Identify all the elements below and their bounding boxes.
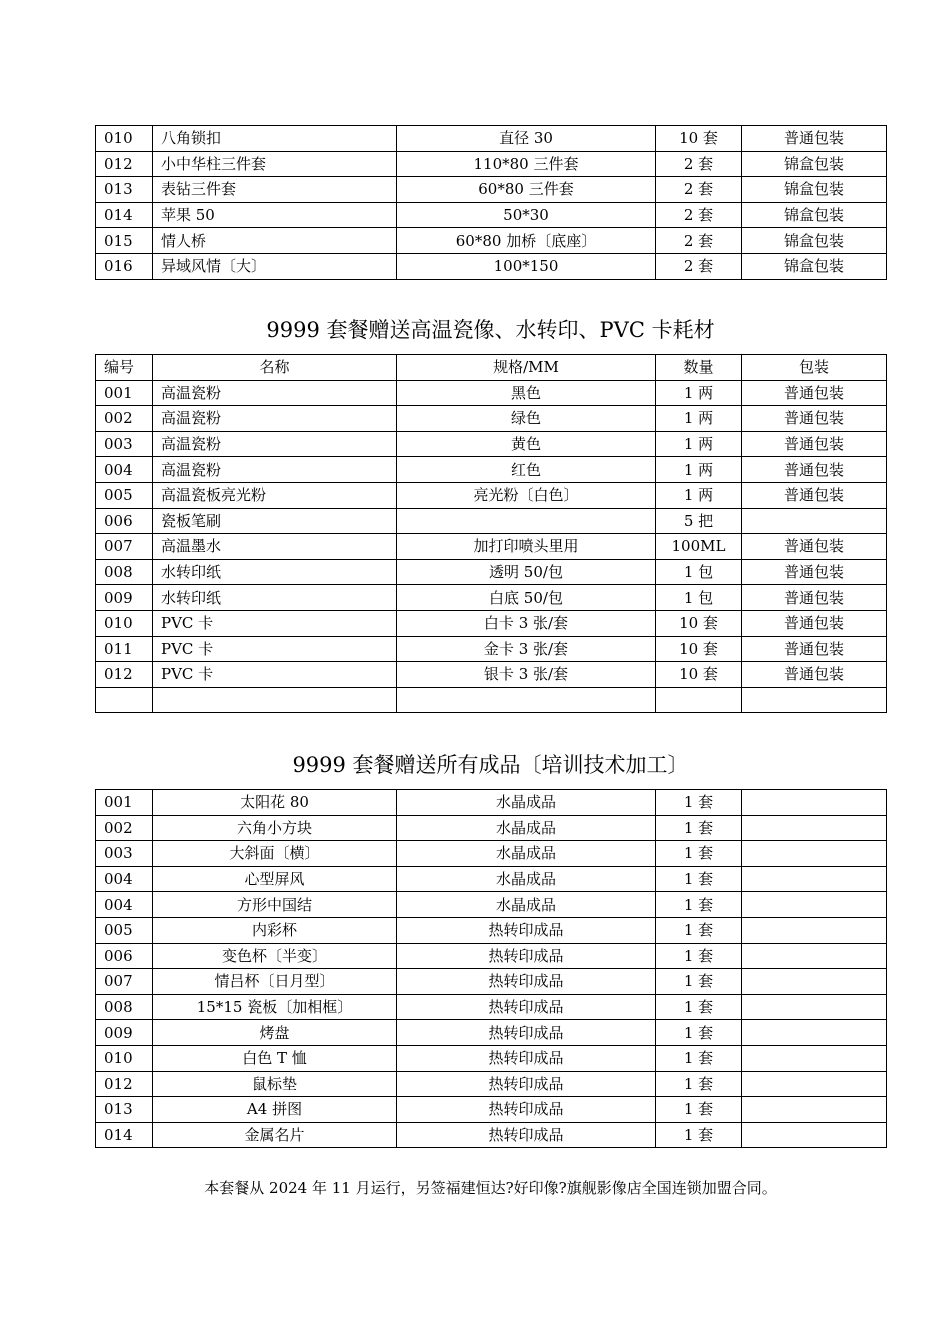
- cell-name: 变色杯〔半变〕: [153, 943, 397, 969]
- cell-name: 瓷板笔刷: [153, 508, 397, 534]
- table-finished-products: [95, 789, 887, 1148]
- cell-no: 007: [96, 969, 153, 995]
- cell-name: 高温瓷板亮光粉: [153, 482, 397, 508]
- cell-no: 012: [96, 1071, 153, 1097]
- cell-name: 六角小方块: [153, 815, 397, 841]
- cell-pack: 普通包装: [742, 380, 887, 406]
- cell-qty: 10 套: [656, 636, 742, 662]
- cell-name: PVC 卡: [153, 610, 397, 636]
- table-row: [96, 892, 887, 918]
- cell-name: 高温瓷粉: [153, 457, 397, 483]
- cell-spec: 热转印成品: [397, 917, 656, 943]
- section-title-finished-products: 9999 套餐赠送所有成品〔培训技术加工〕: [292, 753, 689, 777]
- cell-no: 004: [96, 866, 153, 892]
- cell-pack: [742, 841, 887, 867]
- cell-name: 水转印纸: [153, 585, 397, 611]
- cell-pack: 锦盒包装: [742, 202, 887, 228]
- cell-spec: 水晶成品: [397, 892, 656, 918]
- cell-qty: 1 包: [656, 559, 742, 585]
- cell-name: 金属名片: [153, 1122, 397, 1148]
- cell-spec: 热转印成品: [397, 1045, 656, 1071]
- cell-spec: 热转印成品: [397, 1097, 656, 1123]
- cell-name: 情吕杯〔日月型〕: [153, 969, 397, 995]
- cell-name: 鼠标垫: [153, 1071, 397, 1097]
- cell-qty: 1 套: [656, 1122, 742, 1148]
- cell-no: 013: [96, 1097, 153, 1123]
- cell-spec: [397, 508, 656, 534]
- cell-no: 004: [96, 457, 153, 483]
- cell-spec: 热转印成品: [397, 1071, 656, 1097]
- cell-spec: 白卡 3 张/套: [397, 610, 656, 636]
- cell-spec: 红色: [397, 457, 656, 483]
- cell-no: 013: [96, 177, 153, 203]
- section-title-consumables: 9999 套餐赠送高温瓷像、水转印、PVC 卡耗材: [266, 318, 715, 342]
- table-row: [96, 687, 887, 713]
- cell-name: 八角锁扣: [153, 126, 397, 152]
- cell-spec: 水晶成品: [397, 790, 656, 816]
- cell-spec: 黑色: [397, 380, 656, 406]
- cell-pack: [742, 917, 887, 943]
- cell-qty: 1 套: [656, 866, 742, 892]
- cell-qty: [656, 687, 742, 713]
- cell-pack: 普通包装: [742, 636, 887, 662]
- table-row: [96, 457, 887, 483]
- cell-qty: 1 套: [656, 892, 742, 918]
- cell-qty: 1 两: [656, 380, 742, 406]
- cell-no: 003: [96, 841, 153, 867]
- cell-pack: 锦盒包装: [742, 177, 887, 203]
- table-row: [96, 994, 887, 1020]
- cell-pack: 普通包装: [742, 610, 887, 636]
- cell-name: [153, 687, 397, 713]
- cell-pack: [742, 1122, 887, 1148]
- cell-qty: 1 两: [656, 431, 742, 457]
- cell-qty: 2 套: [656, 151, 742, 177]
- table-row: [96, 943, 887, 969]
- cell-pack: [742, 892, 887, 918]
- cell-no: 008: [96, 559, 153, 585]
- cell-name: PVC 卡: [153, 636, 397, 662]
- cell-pack: [742, 969, 887, 995]
- cell-pack: 普通包装: [742, 457, 887, 483]
- cell-spec: 60*80 三件套: [397, 177, 656, 203]
- cell-qty: 2 套: [656, 253, 742, 279]
- cell-name: 白色 T 恤: [153, 1045, 397, 1071]
- cell-pack: [742, 1045, 887, 1071]
- cell-spec: 水晶成品: [397, 815, 656, 841]
- cell-name: 小中华柱三件套: [153, 151, 397, 177]
- cell-pack: [742, 1071, 887, 1097]
- cell-qty: 1 套: [656, 943, 742, 969]
- cell-qty: 5 把: [656, 508, 742, 534]
- cell-no: 009: [96, 585, 153, 611]
- cell-no: [96, 687, 153, 713]
- table-row: [96, 815, 887, 841]
- table-row: [96, 866, 887, 892]
- table-row: [96, 431, 887, 457]
- cell-pack: 普通包装: [742, 482, 887, 508]
- cell-pack: 锦盒包装: [742, 151, 887, 177]
- cell-name: 高温瓷粉: [153, 380, 397, 406]
- table-body: [96, 380, 887, 713]
- header-qty: 数量: [656, 355, 742, 381]
- cell-name: 15*15 瓷板〔加相框〕: [153, 994, 397, 1020]
- cell-name: A4 拼图: [153, 1097, 397, 1123]
- cell-no: 008: [96, 994, 153, 1020]
- table-row: [96, 1020, 887, 1046]
- cell-qty: 10 套: [656, 126, 742, 152]
- header-pack: 包装: [742, 355, 887, 381]
- table-row: [96, 177, 887, 203]
- header-name: 名称: [153, 355, 397, 381]
- cell-name: 内彩杯: [153, 917, 397, 943]
- table-row: [96, 1045, 887, 1071]
- cell-qty: 1 套: [656, 1071, 742, 1097]
- table-row: [96, 151, 887, 177]
- table-row: [96, 610, 887, 636]
- cell-pack: 普通包装: [742, 662, 887, 688]
- cell-qty: 1 包: [656, 585, 742, 611]
- cell-no: 002: [96, 815, 153, 841]
- cell-no: 005: [96, 917, 153, 943]
- cell-pack: [742, 815, 887, 841]
- cell-name: 高温瓷粉: [153, 406, 397, 432]
- cell-pack: [742, 1020, 887, 1046]
- cell-no: 010: [96, 126, 153, 152]
- table-row: [96, 253, 887, 279]
- cell-spec: 水晶成品: [397, 866, 656, 892]
- cell-pack: 普通包装: [742, 431, 887, 457]
- cell-qty: 10 套: [656, 662, 742, 688]
- cell-name: 大斜面〔横〕: [153, 841, 397, 867]
- cell-pack: [742, 994, 887, 1020]
- cell-no: 006: [96, 508, 153, 534]
- cell-name: 情人桥: [153, 228, 397, 254]
- cell-pack: 普通包装: [742, 406, 887, 432]
- cell-name: 苹果 50: [153, 202, 397, 228]
- table-row: [96, 585, 887, 611]
- cell-no: 001: [96, 380, 153, 406]
- table-row: [96, 1097, 887, 1123]
- cell-spec: 直径 30: [397, 126, 656, 152]
- cell-no: 012: [96, 151, 153, 177]
- cell-pack: 普通包装: [742, 559, 887, 585]
- table-row: [96, 1122, 887, 1148]
- cell-spec: 热转印成品: [397, 943, 656, 969]
- cell-no: 014: [96, 1122, 153, 1148]
- cell-no: 010: [96, 1045, 153, 1071]
- table-row: [96, 482, 887, 508]
- table-row: [96, 841, 887, 867]
- table-row: [96, 636, 887, 662]
- cell-spec: 100*150: [397, 253, 656, 279]
- cell-pack: [742, 790, 887, 816]
- cell-name: PVC 卡: [153, 662, 397, 688]
- cell-no: 002: [96, 406, 153, 432]
- cell-qty: 1 套: [656, 1045, 742, 1071]
- table-row: [96, 228, 887, 254]
- cell-no: 011: [96, 636, 153, 662]
- cell-pack: [742, 687, 887, 713]
- table-consumables: [95, 354, 887, 713]
- cell-spec: 白底 50/包: [397, 585, 656, 611]
- cell-qty: 2 套: [656, 202, 742, 228]
- cell-spec: 热转印成品: [397, 1020, 656, 1046]
- cell-no: 006: [96, 943, 153, 969]
- header-spec: 规格/MM: [397, 355, 656, 381]
- table-row: [96, 662, 887, 688]
- cell-qty: 1 套: [656, 917, 742, 943]
- table-row: [96, 380, 887, 406]
- cell-spec: 银卡 3 张/套: [397, 662, 656, 688]
- cell-no: 007: [96, 534, 153, 560]
- table-row: [96, 790, 887, 816]
- cell-qty: 1 套: [656, 1020, 742, 1046]
- cell-spec: 50*30: [397, 202, 656, 228]
- cell-pack: 普通包装: [742, 534, 887, 560]
- table-row: [96, 1071, 887, 1097]
- cell-name: 高温墨水: [153, 534, 397, 560]
- table-body: [96, 790, 887, 1148]
- cell-no: 015: [96, 228, 153, 254]
- table-row: [96, 126, 887, 152]
- cell-qty: 1 两: [656, 482, 742, 508]
- cell-no: 003: [96, 431, 153, 457]
- cell-spec: 透明 50/包: [397, 559, 656, 585]
- cell-spec: 水晶成品: [397, 841, 656, 867]
- cell-qty: 1 套: [656, 841, 742, 867]
- footer-note: 本套餐从 2024 年 11 月运行，另签福建恒达?好印像?旗舰影像店全国连锁加盟合同。: [204, 1179, 777, 1197]
- table-row: [96, 917, 887, 943]
- table-body: [96, 126, 887, 280]
- table-row: [96, 406, 887, 432]
- cell-spec: 亮光粉〔白色〕: [397, 482, 656, 508]
- cell-name: 水转印纸: [153, 559, 397, 585]
- cell-spec: 热转印成品: [397, 1122, 656, 1148]
- cell-qty: 1 套: [656, 815, 742, 841]
- cell-qty: 100ML: [656, 534, 742, 560]
- table-row: [96, 559, 887, 585]
- table-row: [96, 202, 887, 228]
- cell-qty: 1 套: [656, 790, 742, 816]
- cell-qty: 1 套: [656, 994, 742, 1020]
- table-row: [96, 534, 887, 560]
- cell-spec: 110*80 三件套: [397, 151, 656, 177]
- cell-qty: 2 套: [656, 177, 742, 203]
- cell-pack: [742, 866, 887, 892]
- cell-no: 010: [96, 610, 153, 636]
- table-header-row: [96, 355, 887, 381]
- cell-pack: [742, 508, 887, 534]
- table-row: [96, 969, 887, 995]
- cell-name: 太阳花 80: [153, 790, 397, 816]
- cell-pack: [742, 1097, 887, 1123]
- cell-spec: 热转印成品: [397, 994, 656, 1020]
- cell-no: 009: [96, 1020, 153, 1046]
- cell-spec: 加打印喷头里用: [397, 534, 656, 560]
- cell-qty: 10 套: [656, 610, 742, 636]
- cell-qty: 1 套: [656, 969, 742, 995]
- cell-pack: 锦盒包装: [742, 253, 887, 279]
- cell-pack: 普通包装: [742, 126, 887, 152]
- table-row: [96, 508, 887, 534]
- cell-pack: [742, 943, 887, 969]
- cell-spec: [397, 687, 656, 713]
- cell-qty: 1 套: [656, 1097, 742, 1123]
- cell-spec: 60*80 加桥〔底座〕: [397, 228, 656, 254]
- cell-spec: 热转印成品: [397, 969, 656, 995]
- cell-no: 014: [96, 202, 153, 228]
- cell-no: 004: [96, 892, 153, 918]
- cell-qty: 1 两: [656, 406, 742, 432]
- cell-spec: 绿色: [397, 406, 656, 432]
- cell-spec: 黄色: [397, 431, 656, 457]
- cell-no: 005: [96, 482, 153, 508]
- cell-no: 012: [96, 662, 153, 688]
- cell-pack: 普通包装: [742, 585, 887, 611]
- cell-name: 烤盘: [153, 1020, 397, 1046]
- cell-name: 高温瓷粉: [153, 431, 397, 457]
- cell-qty: 1 两: [656, 457, 742, 483]
- cell-qty: 2 套: [656, 228, 742, 254]
- cell-pack: 锦盒包装: [742, 228, 887, 254]
- cell-name: 方形中国结: [153, 892, 397, 918]
- table-gift-items: [95, 125, 887, 280]
- header-no: 编号: [96, 355, 153, 381]
- cell-spec: 金卡 3 张/套: [397, 636, 656, 662]
- cell-name: 心型屏风: [153, 866, 397, 892]
- cell-no: 001: [96, 790, 153, 816]
- cell-no: 016: [96, 253, 153, 279]
- cell-name: 表钻三件套: [153, 177, 397, 203]
- cell-name: 异域风情〔大〕: [153, 253, 397, 279]
